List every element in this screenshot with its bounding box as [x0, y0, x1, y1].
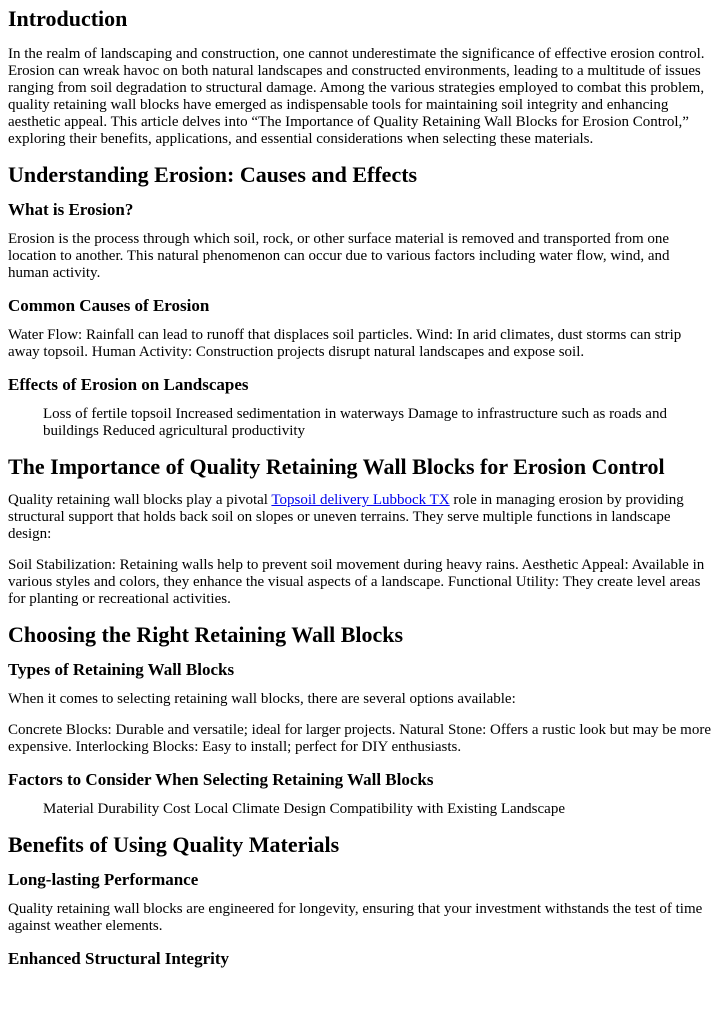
subheading-factors: Factors to Consider When Selecting Retaining Wall Blocks: [8, 770, 434, 789]
types-paragraph-1: When it comes to selecting retaining wall blocks, there are several options available:: [8, 691, 516, 707]
effects-list: Loss of fertile topsoil Increased sedimentation in waterways Damage to infrastructure such as roads and buildings Reduced agricultural productivity: [43, 406, 667, 439]
article: [0, 6, 720, 969]
types-paragraph-2: Concrete Blocks: Durable and versatile; ideal for larger projects. Natural Stone: Offers a rustic look but may be more expensive. Interlocking Blocks: Easy to install; perfect for DIY enthusiasts.: [8, 722, 711, 755]
subheading-long-lasting: Long-lasting Performance: [8, 870, 199, 889]
topsoil-delivery-link[interactable]: Topsoil delivery Lubbock TX: [271, 492, 450, 508]
long-lasting-paragraph: Quality retaining wall blocks are engineered for longevity, ensuring that your investment withstands the test of time against weather elements.: [8, 901, 703, 934]
subheading-types-of-blocks: Types of Retaining Wall Blocks: [8, 660, 235, 679]
heading-importance: The Importance of Quality Retaining Wall Blocks for Erosion Control: [8, 454, 665, 479]
heading-benefits: Benefits of Using Quality Materials: [8, 832, 340, 857]
importance-paragraph-2: Soil Stabilization: Retaining walls help to prevent soil movement during heavy rains. Aesthetic Appeal: Available in various styles and colors, they enhance the visual aspects of a landscape. Functional Utility: They create level areas for planting or recreational activities.: [8, 557, 705, 607]
importance-paragraph-1: [8, 492, 712, 543]
heading-introduction: Introduction: [8, 6, 128, 31]
subheading-effects-of-erosion: Effects of Erosion on Landscapes: [8, 375, 249, 394]
importance-text-before-link: Quality retaining wall blocks play a pivotal: [8, 492, 272, 508]
subheading-structural-integrity: Enhanced Structural Integrity: [8, 949, 229, 968]
intro-paragraph: In the realm of landscaping and construction, one cannot underestimate the significance of effective erosion control. Erosion can wreak havoc on both natural landscapes and constructed environments, leading to a multitude of issues ranging from soil degradation to structural damage. Among the various strategies employed to combat this problem, quality retaining wall blocks have emerged as indispensable tools for maintaining soil integrity and enhancing aesthetic appeal. This article delves into “The Importance of Quality Retaining Wall Blocks for Erosion Control,” exploring their benefits, applications, and essential considerations when selecting these materials.: [8, 46, 705, 147]
subheading-what-is-erosion: What is Erosion?: [8, 200, 134, 219]
what-is-erosion-paragraph: Erosion is the process through which soil, rock, or other surface material is removed and transported from one location to another. This natural phenomenon can occur due to various factors including water flow, wind, and human activity.: [8, 231, 670, 281]
subheading-common-causes: Common Causes of Erosion: [8, 296, 210, 315]
importance-text-after-link: role in managing erosion by providing structural support that holds back soil on slopes or uneven terrains. They serve multiple functions in landscape design:: [8, 492, 684, 542]
factors-list: Material Durability Cost Local Climate Design Compatibility with Existing Landscape: [43, 801, 565, 817]
common-causes-paragraph: Water Flow: Rainfall can lead to runoff that displaces soil particles. Wind: In arid climates, dust storms can strip away topsoil. Human Activity: Construction projects disrupt natural landscapes and expose soil.: [8, 327, 682, 360]
heading-choosing-blocks: Choosing the Right Retaining Wall Blocks: [8, 622, 404, 647]
heading-understanding-erosion: Understanding Erosion: Causes and Effects: [8, 162, 418, 187]
